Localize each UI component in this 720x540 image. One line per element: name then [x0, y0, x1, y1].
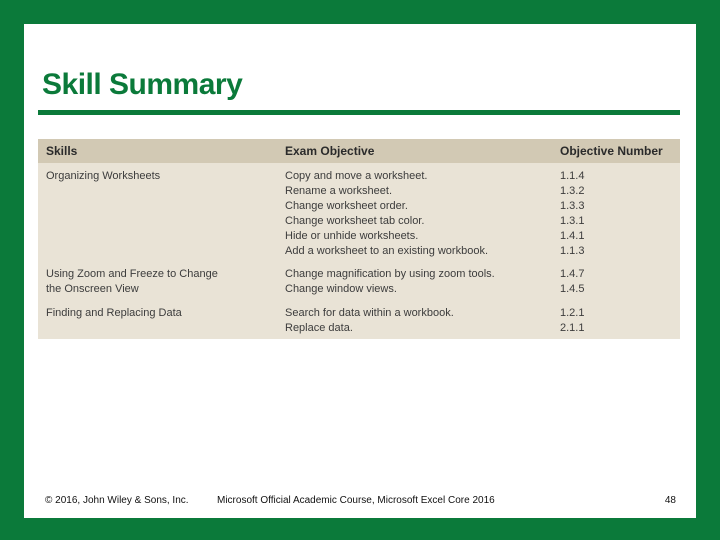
skill-text: Organizing Worksheets [46, 170, 161, 182]
objective-text: Search for data within a workbook. [285, 307, 454, 319]
number-cell [560, 267, 584, 297]
footer-page-number: 48 [664, 495, 676, 506]
slide-frame [24, 24, 696, 518]
skill-text: Finding and Replacing Data [46, 307, 182, 319]
number-cell [560, 306, 584, 336]
objective-number: 1.4.1 [560, 230, 585, 242]
title-underline [38, 110, 680, 115]
header-exam-objective: Exam Objective [285, 144, 375, 158]
objective-text: Copy and move a worksheet. [285, 170, 428, 182]
objective-text: Hide or unhide worksheets. [285, 230, 419, 242]
objective-number: 2.1.1 [560, 322, 585, 334]
objective-text: Add a worksheet to an existing workbook. [285, 245, 489, 257]
objective-number: 1.3.2 [560, 185, 585, 197]
objective-text: Change worksheet tab color. [285, 215, 425, 227]
table-header [38, 139, 680, 163]
footer-copyright: © 2016, John Wiley & Sons, Inc. [45, 495, 189, 506]
skill-cell [46, 267, 218, 297]
objective-number: 1.3.3 [560, 200, 585, 212]
objective-number: 1.1.3 [560, 245, 585, 257]
objective-text: Change window views. [285, 283, 397, 295]
objective-number: 1.4.5 [560, 283, 585, 295]
skill-text: Using Zoom and Freeze to Change [46, 268, 218, 280]
objective-cell [285, 267, 495, 297]
objective-number: 1.2.1 [560, 307, 585, 319]
objective-text: Change worksheet order. [285, 200, 408, 212]
number-cell [560, 169, 584, 259]
objective-number: 1.1.4 [560, 170, 585, 182]
objective-text: Rename a worksheet. [285, 185, 392, 197]
skill-cell [46, 306, 182, 321]
header-skills: Skills [46, 144, 78, 158]
slide-title: Skill Summary [42, 68, 243, 101]
skill-text: the Onscreen View [46, 283, 139, 295]
objective-text: Change magnification by using zoom tools. [285, 268, 495, 280]
footer-course: Microsoft Official Academic Course, Microsoft Excel Core 2016 [217, 495, 495, 506]
objective-number: 1.4.7 [560, 268, 585, 280]
objective-text: Replace data. [285, 322, 353, 334]
header-objective-number: Objective Number [560, 144, 663, 158]
objective-cell [285, 306, 454, 336]
skill-cell [46, 169, 160, 184]
objective-number: 1.3.1 [560, 215, 585, 227]
objective-cell [285, 169, 488, 259]
skill-summary-table [38, 139, 680, 339]
